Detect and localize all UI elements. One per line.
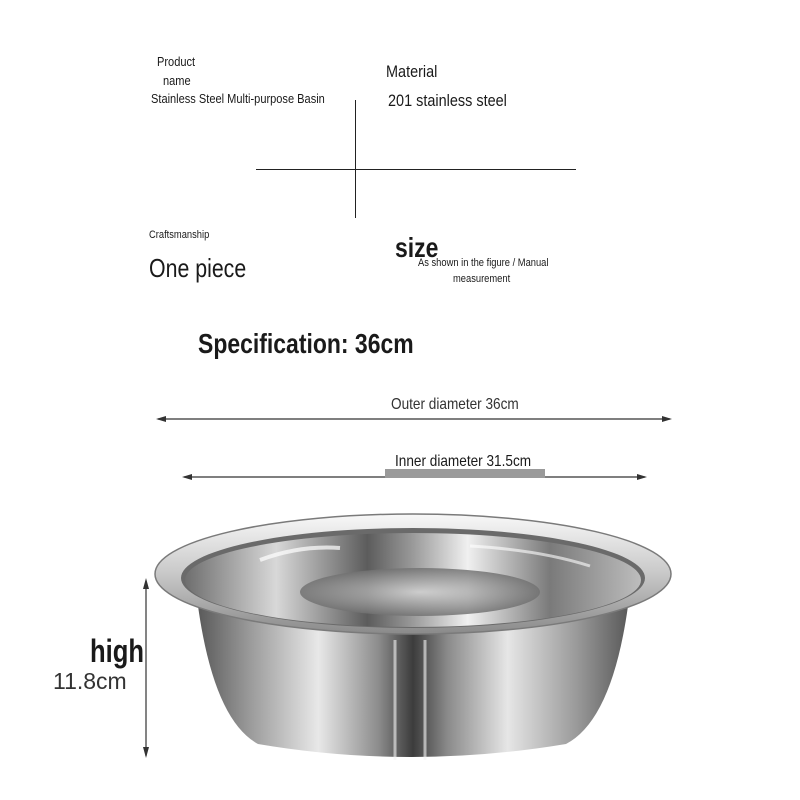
- inner-diameter-label: Inner diameter 31.5cm: [395, 453, 532, 470]
- size-label: size: [395, 232, 439, 263]
- material-value: 201 stainless steel: [388, 91, 507, 110]
- height-label: high: [90, 633, 145, 669]
- material-label: Material: [386, 62, 438, 81]
- size-value: As shown in the figure / Manual: [418, 257, 549, 269]
- specification-title: Specification: 36cm: [198, 328, 414, 359]
- product-name-value: Stainless Steel Multi-purpose Basin: [151, 91, 325, 106]
- craftsmanship-value: One piece: [149, 253, 247, 283]
- outer-diameter-label: Outer diameter 36cm: [391, 396, 519, 413]
- outer-diameter-arrow: [156, 416, 672, 422]
- product-name-label-line2: name: [163, 73, 191, 88]
- height-value: 11.8cm: [53, 668, 127, 694]
- size-value-line2: measurement: [453, 273, 511, 285]
- craftsmanship-label: Craftsmanship: [149, 229, 210, 241]
- product-name-label: Product: [157, 54, 196, 69]
